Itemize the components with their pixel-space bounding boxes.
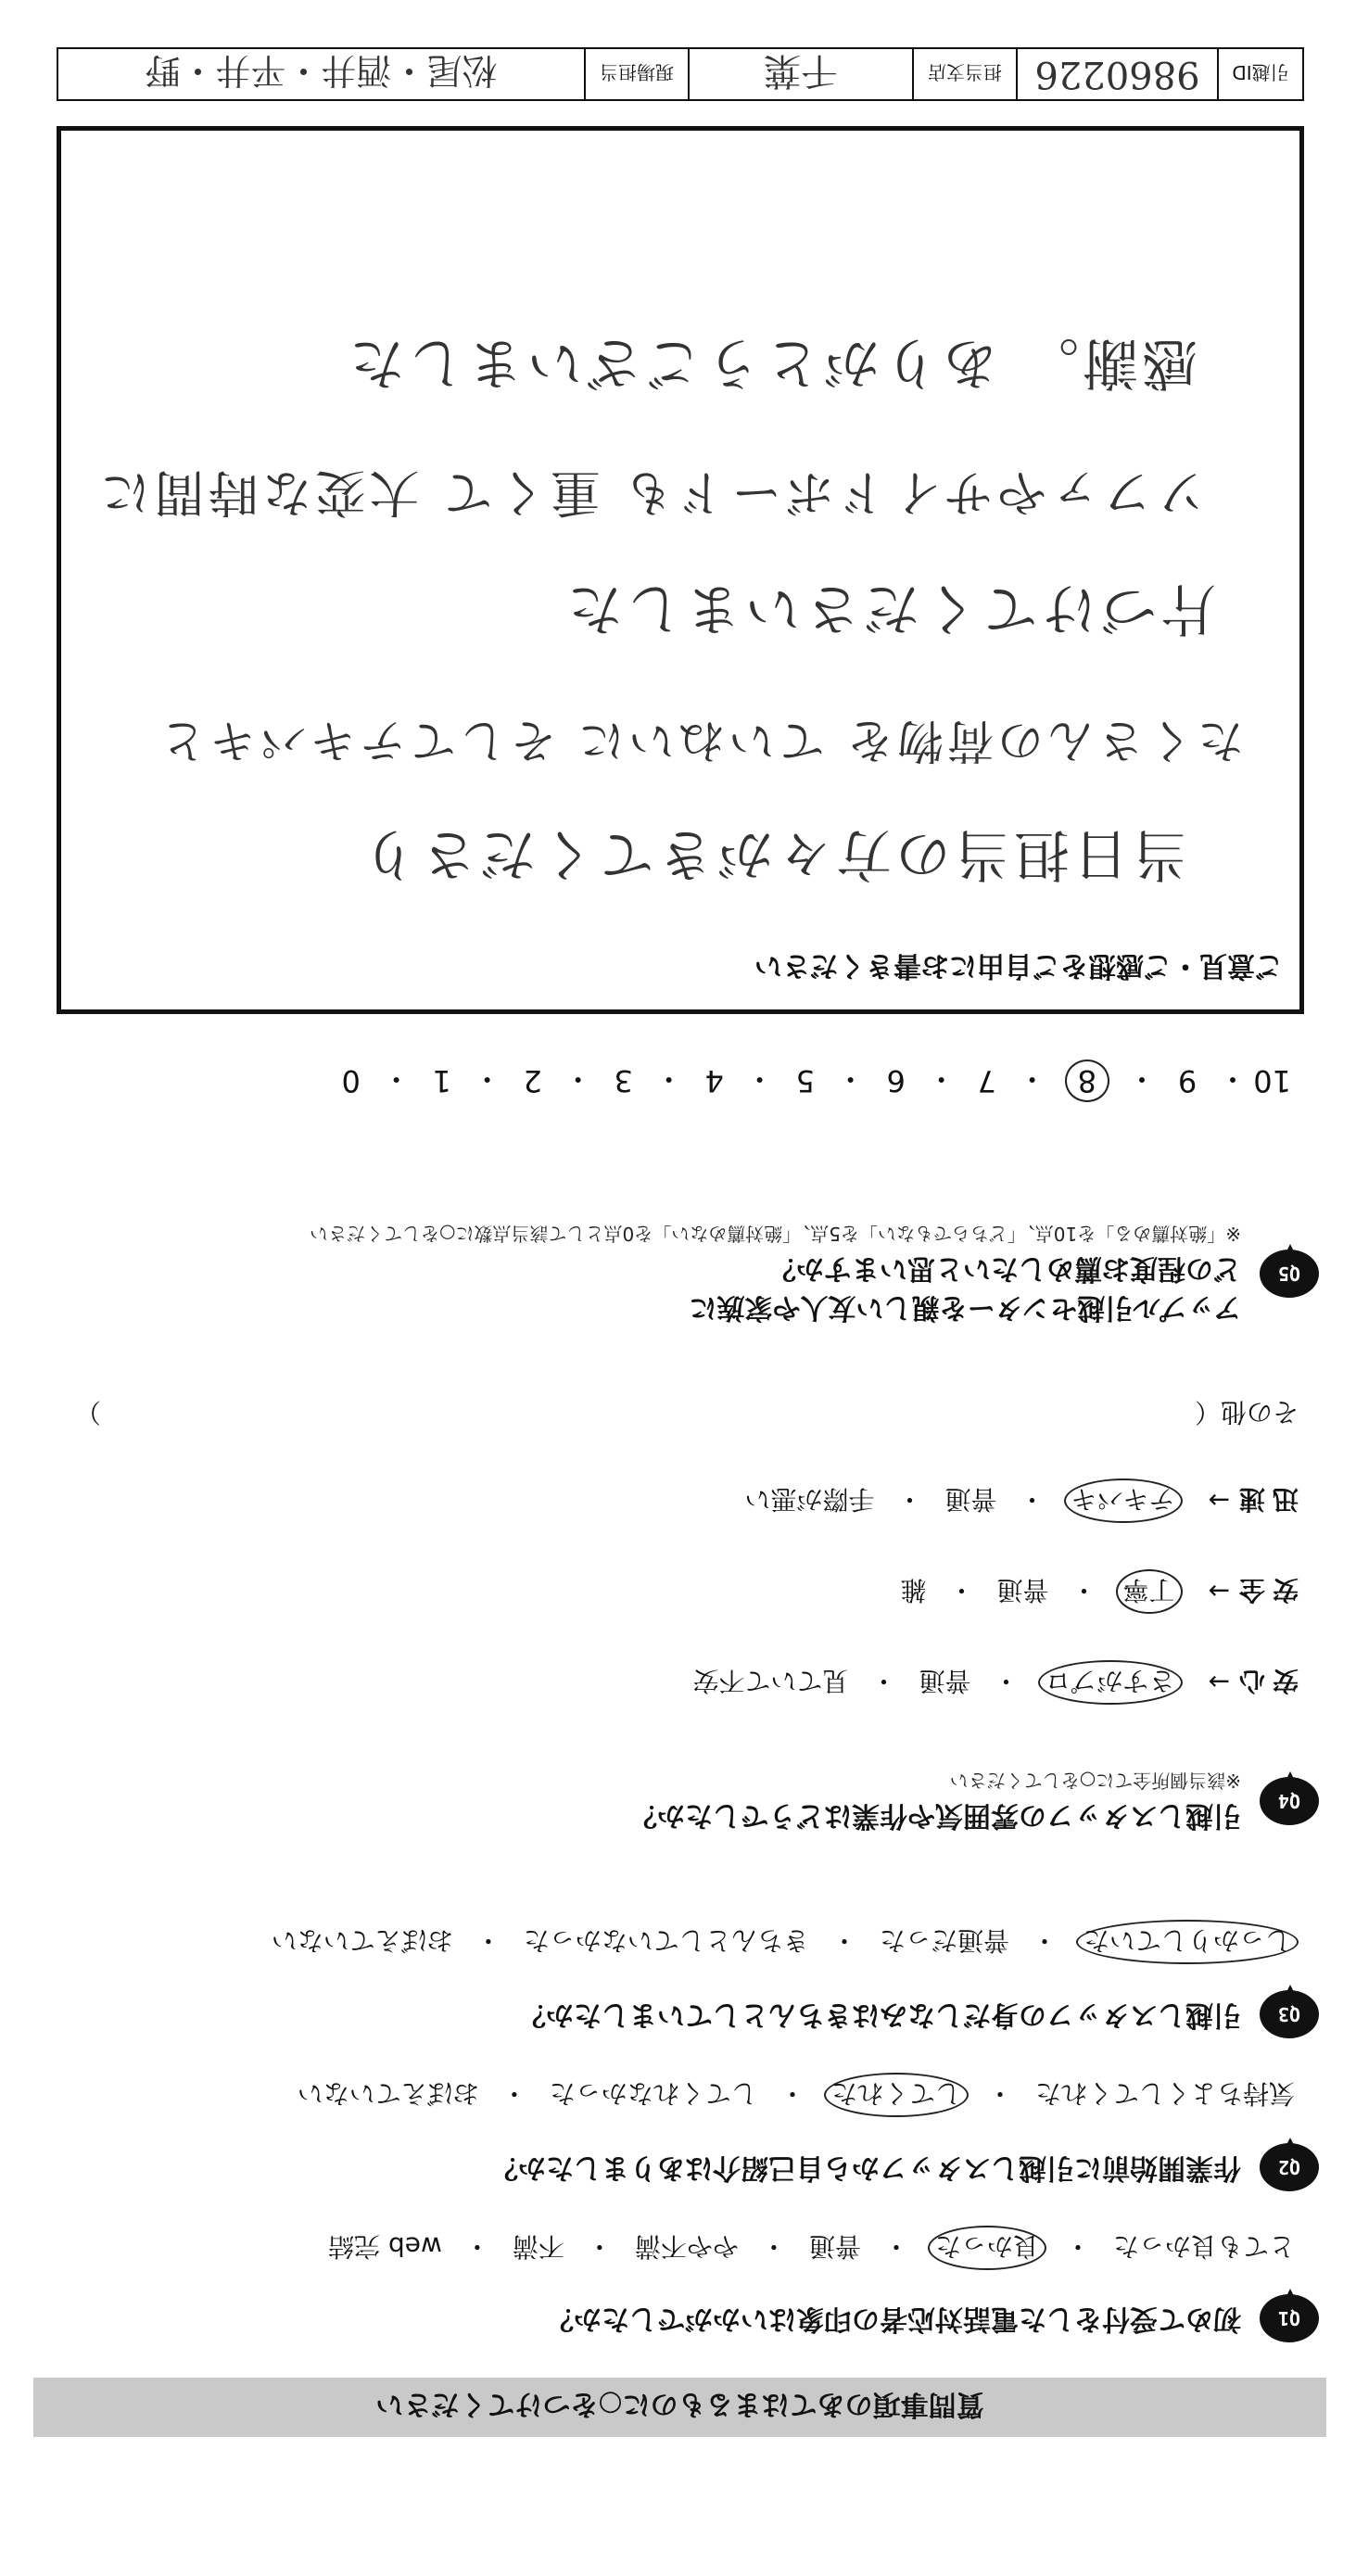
q4-other-close: ） (75, 1397, 102, 1428)
q4-row-label: 安心 (1231, 1666, 1299, 1696)
q5-score[interactable]: 0 (341, 1063, 361, 1098)
q3-option[interactable]: おぼえていない (271, 1925, 453, 1956)
q3-options: しっかりしていた ・ 普通だった ・ きちんとしていなかった ・ おぼえていない (268, 1920, 1299, 1964)
q3-option[interactable]: 普通だった (879, 1925, 1009, 1956)
q4-option-selected[interactable]: 丁寧 (1116, 1569, 1183, 1614)
q1-option-selected[interactable]: 良かった (928, 2226, 1046, 2270)
q2-option[interactable]: 気持ちよくしてくれた (1034, 2078, 1295, 2109)
q5-note: ※「絶対薦める」を10点、「どちらでもない」を5点、「絶対薦めない」を0点として該当点数に○をしてください (310, 1223, 1241, 1245)
q1-header (546, 2294, 1319, 2342)
branch-value: 千葉 (688, 49, 912, 99)
q4-option[interactable]: 雑 (900, 1575, 927, 1605)
q4-row-label: 迅速 (1231, 1484, 1299, 1515)
comment-line: 感謝。 ありがとうございました (345, 330, 1198, 395)
q4-option[interactable]: 普通 (919, 1666, 971, 1696)
leader-label: 現場担当 (584, 49, 688, 99)
q3-header (518, 1990, 1319, 2038)
comment-line: 片づけてくださいました (564, 576, 1216, 641)
arrow-right-icon: → (1208, 1667, 1230, 1698)
q3-badge: Q3 (1260, 1990, 1319, 2038)
comment-title: ご意見・ご感想をご自由にお書きください (754, 949, 1283, 982)
arrow-right-icon: → (1208, 1576, 1230, 1607)
instructions-banner: 質問事項のあてはまるものに○をつけてください (33, 2378, 1326, 2437)
q4-option[interactable]: 手際が悪い (744, 1484, 875, 1515)
q3-option-selected[interactable]: しっかりしていた (1076, 1920, 1299, 1964)
q5-badge: Q5 (1260, 1250, 1319, 1299)
q2-option[interactable]: おぼえていない (297, 2078, 479, 2109)
arrow-right-icon: → (1208, 1485, 1230, 1516)
q2-header (490, 2143, 1319, 2191)
q5-score[interactable]: 9 (1177, 1063, 1198, 1098)
q5-score-selected[interactable]: 8 (1065, 1060, 1109, 1102)
q4-option-selected[interactable]: テキパキ (1064, 1478, 1183, 1523)
q1-option[interactable]: やや不満 (634, 2231, 739, 2262)
q1-option[interactable]: web 完結 (328, 2231, 442, 2262)
comment-line: 当日担当の方々がきてくださり (358, 821, 1188, 886)
id-value: 9860226 (1016, 49, 1217, 99)
branch-label: 担当支店 (912, 49, 1016, 99)
q5-score[interactable]: 3 (614, 1063, 633, 1098)
q5-score[interactable]: 10 (1253, 1063, 1291, 1098)
q4-badge: Q4 (1260, 1778, 1319, 1826)
q4-row-anshin: 安心 → さすがプロ ・ 普通 ・ 見ていて不安 (689, 1660, 1299, 1705)
q1-option[interactable]: 不満 (512, 2231, 564, 2262)
q5-scale: 10 ・ 9 ・ 8 ・ 7 ・ 6 ・ 5 ・ 4 ・ 3 ・ 2 ・ 1 ・ 0 (338, 1060, 1291, 1102)
comment-line: ソファやサイドボードも 重くて 大変な時間に (96, 463, 1207, 522)
q5-question-line1: アップル引越センターを親しい友人や家族に (689, 1291, 1241, 1324)
q1-badge: Q1 (1260, 2294, 1319, 2342)
q4-other-label: その他（ (1194, 1397, 1299, 1428)
q5-question-line2: どの程度お薦めしたいと思いますか？ (768, 1252, 1241, 1285)
q5-score[interactable]: 5 (795, 1063, 815, 1098)
footer-table (57, 47, 1304, 101)
q4-row-jinsoku: 迅速 → テキパキ ・ 普通 ・ 手際が悪い (741, 1478, 1299, 1523)
q4-row-label: 安全 (1231, 1575, 1299, 1605)
q4-header (629, 1769, 1319, 1834)
id-label: 引越ID (1217, 49, 1302, 99)
q4-option[interactable]: 普通 (996, 1575, 1049, 1605)
q5-score[interactable]: 4 (704, 1063, 724, 1098)
q4-option-selected[interactable]: さすがプロ (1038, 1660, 1183, 1705)
q4-note: ※該当個所全てに○をしてください (949, 1770, 1241, 1792)
q4-row-anzen: 安全 → 丁寧 ・ 普通 ・ 雑 (896, 1569, 1299, 1614)
q2-options: 気持ちよくしてくれた ・ してくれた ・ してくれなかった ・ おぼえていない (294, 2073, 1299, 2117)
comment-box[interactable] (57, 126, 1304, 1014)
q5-score[interactable]: 7 (977, 1063, 996, 1098)
q1-option[interactable]: 普通 (808, 2231, 861, 2262)
q5-score[interactable]: 2 (523, 1063, 542, 1098)
q5-score[interactable]: 6 (886, 1063, 906, 1098)
comment-line: たくさんの荷物を ていねいに そしてテキパキと (156, 714, 1244, 768)
q3-question: 引越しスタッフの身だしなみはきちんとしていましたか？ (518, 1999, 1241, 2031)
q4-option[interactable]: 見ていて不安 (692, 1666, 849, 1696)
q1-question: 初めて受付をした電話対応者の印象はいかがでしたか？ (546, 2303, 1241, 2335)
q2-badge: Q2 (1260, 2143, 1319, 2191)
q2-option[interactable]: してくれなかった (549, 2078, 757, 2109)
q5-score[interactable]: 1 (432, 1063, 451, 1098)
q3-option[interactable]: きちんとしていなかった (523, 1925, 809, 1956)
q5-header (310, 1222, 1319, 1326)
q4-question: 引越しスタッフの雰囲気や作業はどうでしたか？ (629, 1799, 1241, 1832)
leader-value: 松尾・酒井・平井・野 (145, 50, 498, 92)
q2-option-selected[interactable]: してくれた (824, 2073, 969, 2117)
q1-options: とても良かった ・ 良かった ・ 普通 ・ やや不満 ・ 不満 ・ web 完結 (324, 2226, 1299, 2270)
q4-option[interactable]: 普通 (944, 1484, 997, 1515)
q2-question: 作業開始前に引越しスタッフから自己紹介はありましたか？ (490, 2151, 1241, 2184)
q4-other (75, 1395, 1299, 1432)
q1-option[interactable]: とても良かった (1112, 2231, 1295, 2262)
